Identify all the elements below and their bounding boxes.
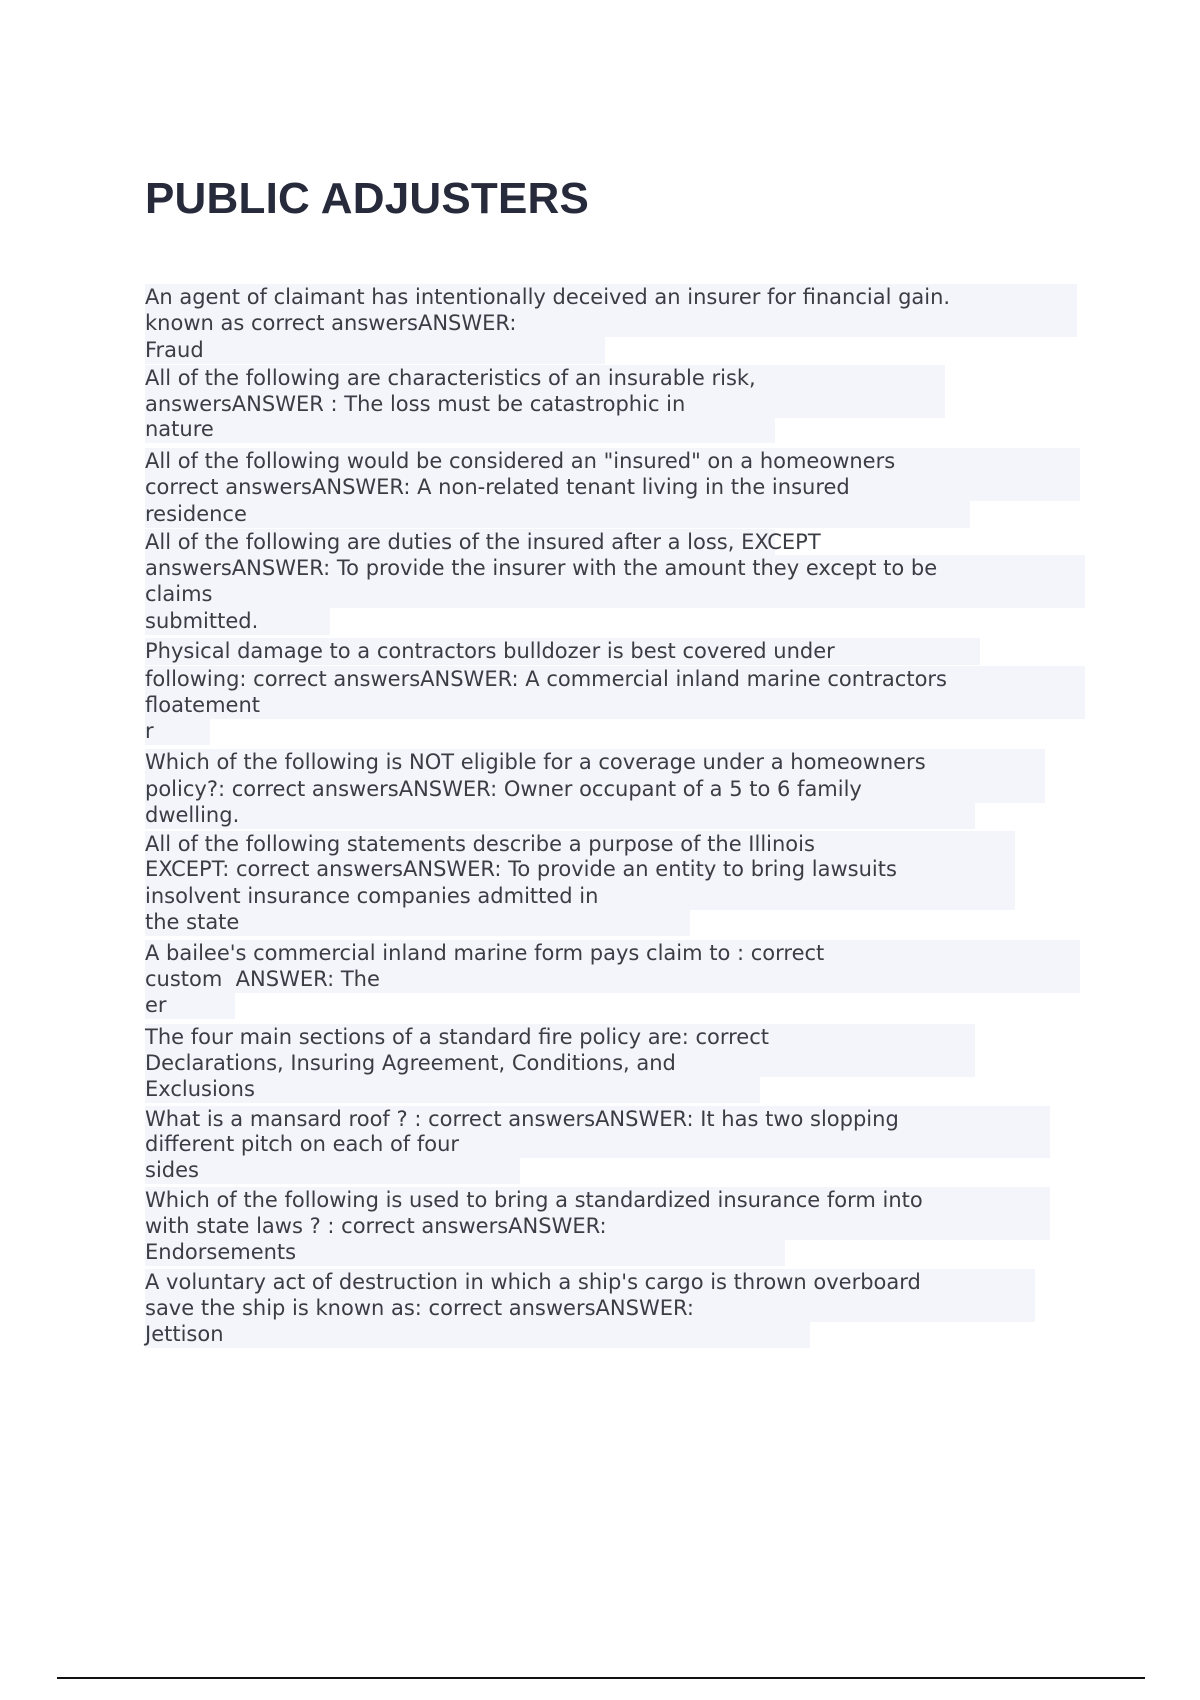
text-line: Declarations, Insuring Agreement, Conditions, and	[145, 1050, 975, 1077]
text-line: Exclusions	[145, 1076, 760, 1103]
text-line: save the ship is known as: correct answersANSWER:	[145, 1295, 1035, 1322]
text-line: Which of the following is used to bring a standardized insurance form into	[145, 1187, 1050, 1214]
text-line: different pitch on each of four	[145, 1131, 1050, 1158]
text-line: All of the following would be considered an "insured" on a homeowners	[145, 448, 1080, 475]
text-line: All of the following are duties of the insured after a loss, EXCEPT	[145, 530, 821, 554]
text-line: residence	[145, 501, 970, 528]
text-line: with state laws ? : correct answersANSWER:	[145, 1213, 1050, 1240]
text-line: er	[145, 992, 235, 1019]
text-line: claims	[145, 581, 1085, 608]
text-line: submitted.	[145, 608, 330, 635]
text-line: following: correct answersANSWER: A commercial inland marine contractors	[145, 666, 1085, 693]
text-line: answersANSWER: To provide the insurer with the amount they except to be	[145, 555, 1085, 582]
text-line: All of the following statements describe a purpose of the Illinois	[145, 831, 1015, 858]
text-line: answersANSWER : The loss must be catastrophic in	[145, 391, 945, 418]
text-line: The four main sections of a standard fire policy are: correct	[145, 1024, 975, 1051]
text-line: A voluntary act of destruction in which a ship's cargo is thrown overboard	[145, 1269, 1035, 1296]
text-line: the state	[145, 909, 690, 936]
page-title: PUBLIC ADJUSTERS	[145, 174, 590, 224]
text-line: Endorsements	[145, 1239, 785, 1266]
text-line: An agent of claimant has intentionally deceived an insurer for financial gain.	[145, 284, 1077, 311]
text-line: nature	[145, 416, 775, 443]
text-line: EXCEPT: correct answersANSWER: To provide an entity to bring lawsuits	[145, 856, 1015, 883]
text-line: Which of the following is NOT eligible for a coverage under a homeowners	[145, 749, 1045, 776]
footer-divider	[57, 1677, 1145, 1679]
text-line: Jettison	[145, 1321, 810, 1348]
text-line: custom ANSWER: The	[145, 966, 1080, 993]
text-line: correct answersANSWER: A non-related tenant living in the insured	[145, 474, 1080, 501]
text-line: known as correct answersANSWER:	[145, 310, 1077, 337]
text-line: sides	[145, 1157, 520, 1184]
text-line: dwelling.	[145, 802, 975, 829]
text-line: A bailee's commercial inland marine form pays claim to : correct	[145, 940, 1080, 967]
text-line: Fraud	[145, 337, 605, 364]
text-line: policy?: correct answersANSWER: Owner occupant of a 5 to 6 family	[145, 776, 1045, 803]
text-line: r	[145, 718, 210, 745]
text-line: insolvent insurance companies admitted in	[145, 883, 1015, 910]
text-line: What is a mansard roof ? : correct answersANSWER: It has two slopping	[145, 1106, 1050, 1133]
text-line: All of the following are characteristics of an insurable risk,	[145, 365, 945, 392]
text-line: floatement	[145, 692, 1085, 719]
text-line: Physical damage to a contractors bulldozer is best covered under	[145, 638, 980, 665]
